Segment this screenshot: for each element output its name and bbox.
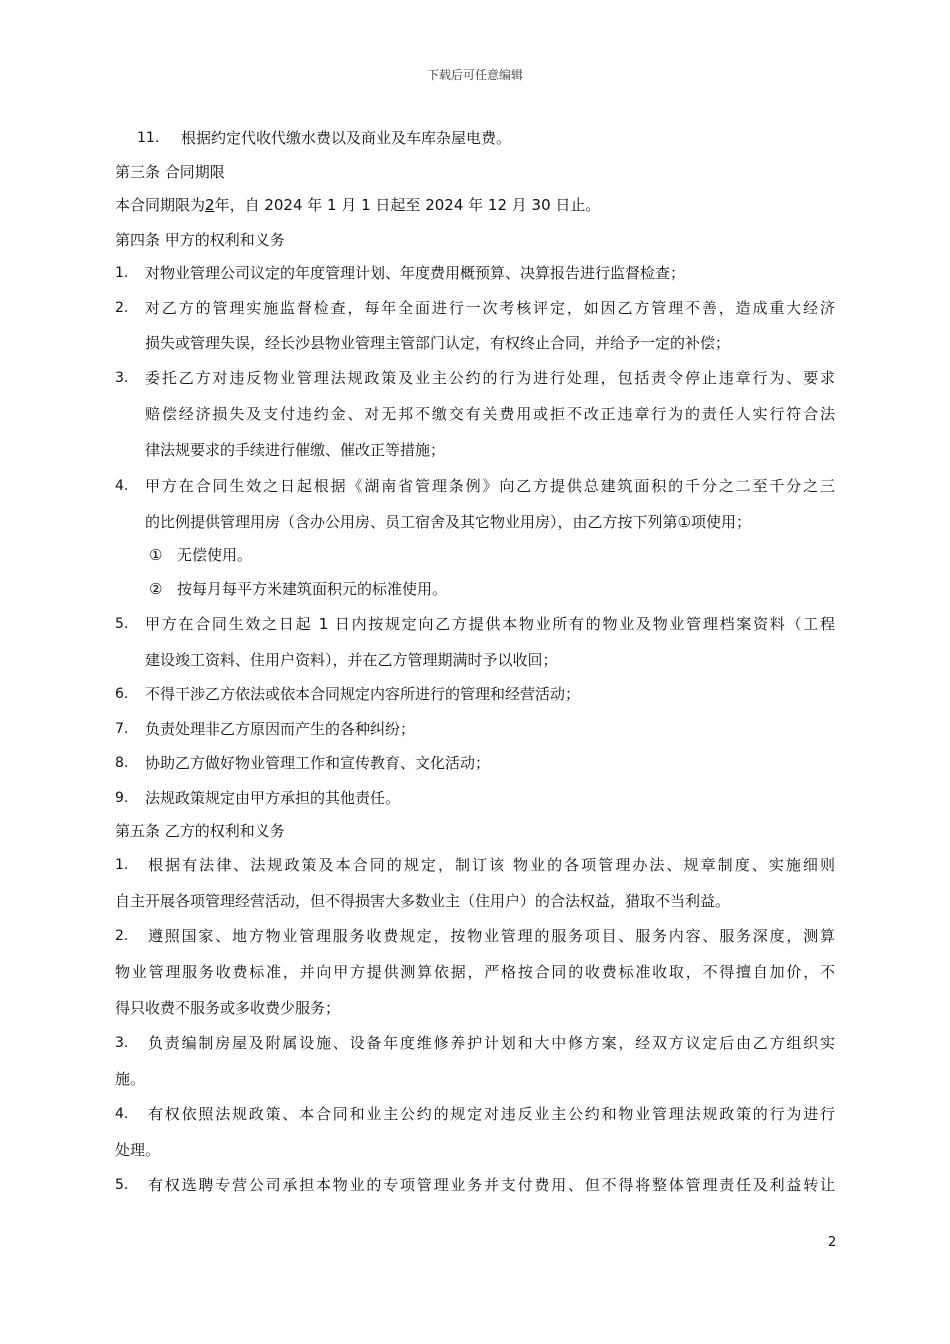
- list-number: 5.: [115, 1177, 129, 1193]
- text-line: [115, 195, 600, 215]
- list-number: 2.: [115, 928, 129, 944]
- text-line: 处理。: [115, 1141, 161, 1159]
- text-line: 法规政策规定由甲方承担的其他责任。: [145, 789, 401, 807]
- section-heading: 第三条 合同期限: [115, 163, 225, 181]
- list-number: 5.: [115, 616, 129, 632]
- text-line: 损失或管理失误，经长沙县物业管理主管部门认定，有权终止合同，并给予一定的补偿；: [145, 334, 731, 352]
- text-line: 自主开展各项管理经营活动，但不得损害大多数业主（住用户）的合法权益，猎取不当利益。: [115, 892, 731, 910]
- text-line: 协助乙方做好物业管理工作和宣传教育、文化活动；: [145, 754, 491, 772]
- text-line: 对物业管理公司议定的年度管理计划、年度费用概预算、决算报告进行监督检查；: [145, 264, 686, 282]
- text-line: 负责编制房屋及附属设施、设备年度维修养护计划和大中修方案，经双方议定后由乙方组织实: [148, 1034, 835, 1052]
- list-number: 1.: [115, 265, 129, 281]
- list-number: 8.: [115, 755, 129, 771]
- list-number: 9.: [115, 790, 129, 806]
- text-line: 负责处理非乙方原因而产生的各种纠纷；: [145, 720, 416, 738]
- sub-item-marker: ②: [149, 580, 163, 598]
- list-number: 4.: [115, 478, 129, 494]
- section-heading: 第四条 甲方的权利和义务: [115, 231, 285, 249]
- underlined-term: 2: [205, 196, 215, 214]
- text-line: 有权依照法规政策、本合同和业主公约的规定对违反业主公约和物业管理法规政策的行为进行: [148, 1105, 835, 1123]
- text-line: 按每月每平方米建筑面积元的标准使用。: [177, 580, 448, 598]
- sub-item-marker: ①: [149, 546, 163, 564]
- text-line: 委托乙方对违反物业管理法规政策及业主公约的行为进行处理，包括责令停止违章行为、要求: [145, 369, 835, 387]
- text-line: 不得干涉乙方依法或依本合同规定内容所进行的管理和经营活动；: [145, 685, 581, 703]
- text-line: 对乙方的管理实施监督检查，每年全面进行一次考核评定，如因乙方管理不善，造成重大经济: [145, 299, 835, 317]
- text-line: 建设竣工资料、住用户资料），并在乙方管理期满时予以收回；: [145, 651, 558, 669]
- text-line: 赔偿经济损失及支付违约金、对无邦不缴交有关费用或拒不改正违章行为的责任人实行符合法: [145, 405, 835, 423]
- text-line: 甲方在合同生效之日起根据《湖南省管理条例》向乙方提供总建筑面积的千分之二至千分之三: [145, 477, 835, 495]
- text-line: 根据约定代收代缴水费以及商业及车库杂屋电费。: [181, 129, 512, 147]
- list-number: 1.: [115, 857, 129, 873]
- page-number: 2: [828, 1235, 837, 1250]
- text-line: 得只收费不服务或多收费少服务；: [115, 999, 341, 1017]
- list-number: 7.: [115, 721, 129, 737]
- text-line: 的比例提供管理用房（含办公用房、员工宿舍及其它物业用房），由乙方按下列第①项使用；: [145, 513, 751, 531]
- text-line: 律法规要求的手续进行催缴、催改正等措施；: [145, 441, 446, 459]
- text-line: 有权选聘专营公司承担本物业的专项管理业务并支付费用、但不得将整体管理责任及利益转让: [148, 1176, 835, 1194]
- list-number: 3.: [115, 1035, 129, 1051]
- section-heading: 第五条 乙方的权利和义务: [115, 822, 285, 840]
- list-number: 6.: [115, 686, 129, 702]
- list-number: 11.: [137, 130, 160, 146]
- text-line: 根据有法律、法规政策及本合同的规定，制订该 物业的各项管理办法、规章制度、实施细则: [148, 856, 835, 874]
- text-fragment: 年，自 2024 年 1 月 1 日起至 2024 年 12 月 30 日止。: [214, 196, 601, 214]
- list-number: 4.: [115, 1106, 129, 1122]
- text-fragment: 本合同期限为: [115, 196, 206, 214]
- text-line: 施。: [115, 1070, 146, 1088]
- page-header: 下载后可任意编辑: [426, 68, 523, 82]
- list-number: 3.: [115, 370, 129, 386]
- text-line: 无偿使用。: [177, 546, 253, 564]
- text-line: 物业管理服务收费标准，并向甲方提供测算依据，严格按合同的收费标准收取，不得擅自加价，不: [115, 963, 835, 981]
- text-line: 遵照国家、地方物业管理服务收费规定，按物业管理的服务项目、服务内容、服务深度，测算: [148, 927, 835, 945]
- list-number: 2.: [115, 300, 129, 316]
- text-line: 甲方在合同生效之日起 1 日内按规定向乙方提供本物业所有的物业及物业管理档案资料（工程: [145, 615, 835, 633]
